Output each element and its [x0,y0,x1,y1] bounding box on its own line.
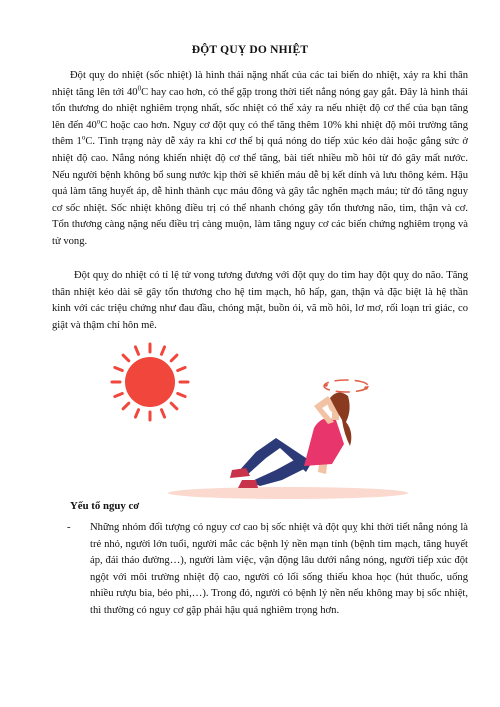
document-title: ĐỘT QUỴ DO NHIỆT [191,44,309,56]
intro-paragraph [52,68,468,251]
degree-sup: 0 [137,84,142,93]
intro-text-d: C. Tình trạng này dễ xảy ra khi cơ thể bị quá nóng do tiếp xúc kéo dài hoặc gắng sức ở nhiệt độ cao. Nắng nóng khiến nhiệt độ cơ thể tăng, bài tiết nhiều mồ hôi từ đó gây mất nước. Nếu người bệnh không bổ sung nước kịp thời sẽ khiến máu dễ bị kết dính và lưu thông kém. Hậu quả làm tăng huyết áp, dễ hình thành cục máu đông và gây tắc nghẽn mạch máu; từ đó tăng nguy cơ sốc nhiệt. Sốc nhiệt không điều trị có thể nhanh chóng gây tổn thương não, tim, thận và cơ. Tổn thương càng nặng nếu điều trị càng muộn, làm tăng nguy cơ các biến chứng nghiêm trọng và tử vong. [52,136,468,247]
sun-ray [171,355,177,361]
sun-ray [123,355,129,361]
sun-ray [161,410,164,417]
intro-text-b: C hay cao hơn, có thể gặp trong thời tiết nắng nóng gay gắt. Đây là hình thái tổn thương do nhiệt nghiêm trọng nhất, sốc nhiệt có thể xảy ra nếu nhiệt độ cơ thể của bạn tăng lên đến 40 [52,86,469,131]
section-heading: Yếu tố nguy cơ [70,500,140,512]
ground-shadow [168,487,408,499]
sun-ray [115,367,122,370]
bullet-marker: - [67,522,71,533]
list-item [67,520,468,620]
sun-icon [112,344,188,420]
sun-ray [178,367,185,370]
sun-ray [135,410,138,417]
degree-sup: o [96,117,101,126]
dizzy-swirl-icon [324,380,368,392]
mortality-text: Đột quỵ do nhiệt có tỉ lệ tử vong tương đương với đột quỵ do tim hay đột quỵ do não. Tăng thân nhiệt kéo dài sẽ gây tổn thương cho hệ tim mạch, hô hấp, gan, thận và đặc biệt là hệ thần kinh với các triệu chứng như đau đầu, chóng mặt, buồn ói, vã mồ hôi, lơ mơ, rối loạn tri giác, co giật và thậm chí hôn mê. [52,270,468,331]
sun-ray [123,403,129,409]
intro-text-c: C hoặc cao hơn. Nguy cơ đột quỵ có thể tăng thêm 10% khi nhiệt độ môi trường tăng thêm 1 [52,119,468,148]
risk-factor-text: Những nhóm đối tượng có nguy cơ cao bị sốc nhiệt và đột quỵ khi thời tiết nắng nóng là trẻ nhỏ, người lớn tuổi, người mắc các bệnh lý nền mạn tính (bệnh tim mạch, tăng huyết áp, đái tháo đường…), người làm việc, vận động lâu dưới nắng nóng, người tiếp xúc đột ngột với môi trường nhiệt độ cao, người có lối sống thiếu khoa học (hút thuốc, uống nhiều rượu bia, béo phì,…). Trong đó, người có bệnh lý nền nếu không may bị sốc nhiệt, thì thường có nguy cơ gặp phải hậu quả nghiêm trọng hơn. [90,522,468,616]
sun-ray [171,403,177,409]
sun-ray [115,393,122,396]
sun-ray [161,347,164,354]
sun-ray [178,393,185,396]
heatstroke-illustration [100,340,410,500]
sun-ray [135,347,138,354]
intro-text-a: Đột quỵ do nhiệt (sốc nhiệt) là hình thái nặng nhất của các tai biến do nhiệt, xảy ra khi thân nhiệt tăng lên tới 40 [52,70,468,98]
degree-sup: o [81,133,86,142]
mortality-paragraph [52,268,468,334]
fainting-woman [230,392,351,488]
